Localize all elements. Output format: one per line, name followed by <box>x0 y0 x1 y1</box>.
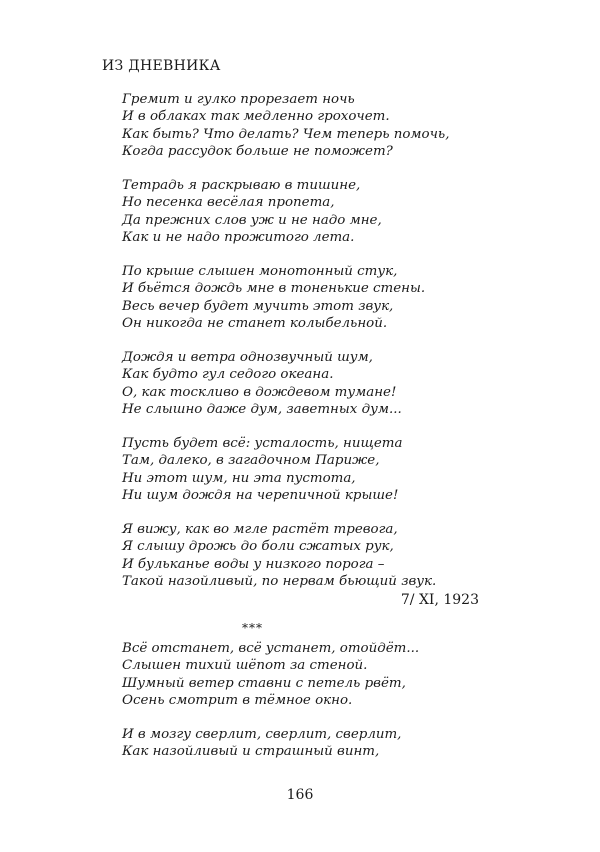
poem-line: Гремит и гулко прорезает ночь <box>122 92 355 107</box>
poem-line: Тетрадь я раскрываю в тишине, <box>122 178 361 193</box>
poem-line: По крыше слышен монотонный стук, <box>122 264 398 279</box>
poem-line: Пусть будет всё: усталость, нищета <box>122 436 403 451</box>
poem-line: И бульканье воды у низкого порога – <box>122 556 385 572</box>
poem-line: О, как тоскливо в дождевом тумане! <box>122 384 397 400</box>
stanza-4 <box>122 349 402 418</box>
poem-line: И в мозгу сверлит, сверлит, сверлит, <box>122 727 402 742</box>
poem-line: Не слышно даже дум, заветных дум... <box>122 401 402 417</box>
poem-line: Слышен тихий шёпот за стеной. <box>122 658 368 674</box>
stanza-6 <box>122 521 436 590</box>
poem-line: Дождя и ветра однозвучный шум, <box>122 350 373 365</box>
poem-line: Такой назойливый, по нервам бьющий звук. <box>122 573 437 589</box>
poem-line: Как будто гул седого океана. <box>122 367 334 383</box>
poem-line: Но песенка весёлая пропета, <box>122 195 335 211</box>
poem-date: 7/ XI, 1923 <box>400 592 479 608</box>
poem-line: Весь вечер будет мучить этот звук, <box>122 298 394 314</box>
poem-line: Там, далеко, в загадочном Париже, <box>122 453 380 469</box>
stanza-5 <box>122 435 402 504</box>
poem-line: Ни шум дождя на черепичной крыше! <box>122 487 399 503</box>
poem-line: Он никогда не станет колыбельной. <box>122 315 388 331</box>
section-separator: *** <box>242 621 263 635</box>
poem-line: Как и не надо прожитого лета. <box>122 229 355 245</box>
poem-line: Когда рассудок больше не поможет? <box>122 143 393 159</box>
poem-title: ИЗ ДНЕВНИКА <box>102 58 221 74</box>
page-number: 166 <box>286 787 314 803</box>
poem-line: Я вижу, как во мгле растёт тревога, <box>122 522 398 537</box>
poem-line: Я слышу дрожь до боли сжатых рук, <box>122 539 394 555</box>
stanza-7 <box>122 640 419 709</box>
poem-line: Как быть? Что делать? Чем теперь помочь, <box>122 126 450 142</box>
stanza-2 <box>122 177 382 246</box>
stanza-8 <box>122 726 401 761</box>
poem-line: Да прежних слов уж и не надо мне, <box>122 212 382 228</box>
stanza-3 <box>122 263 425 332</box>
poem-line: И бьётся дождь мне в тоненькие стены. <box>122 281 426 297</box>
poem-line: Шумный ветер ставни с петель рвёт, <box>122 675 406 691</box>
poem-line: Осень смотрит в тёмное окно. <box>122 692 353 708</box>
poem-line: И в облаках так медленно грохочет. <box>122 109 390 125</box>
poem-line: Ни этот шум, ни эта пустота, <box>122 470 356 486</box>
stanza-1 <box>122 91 449 160</box>
poem-line: Всё отстанет, всё устанет, отойдёт... <box>122 641 420 656</box>
poem-line: Как назойливый и страшный винт, <box>122 744 380 760</box>
